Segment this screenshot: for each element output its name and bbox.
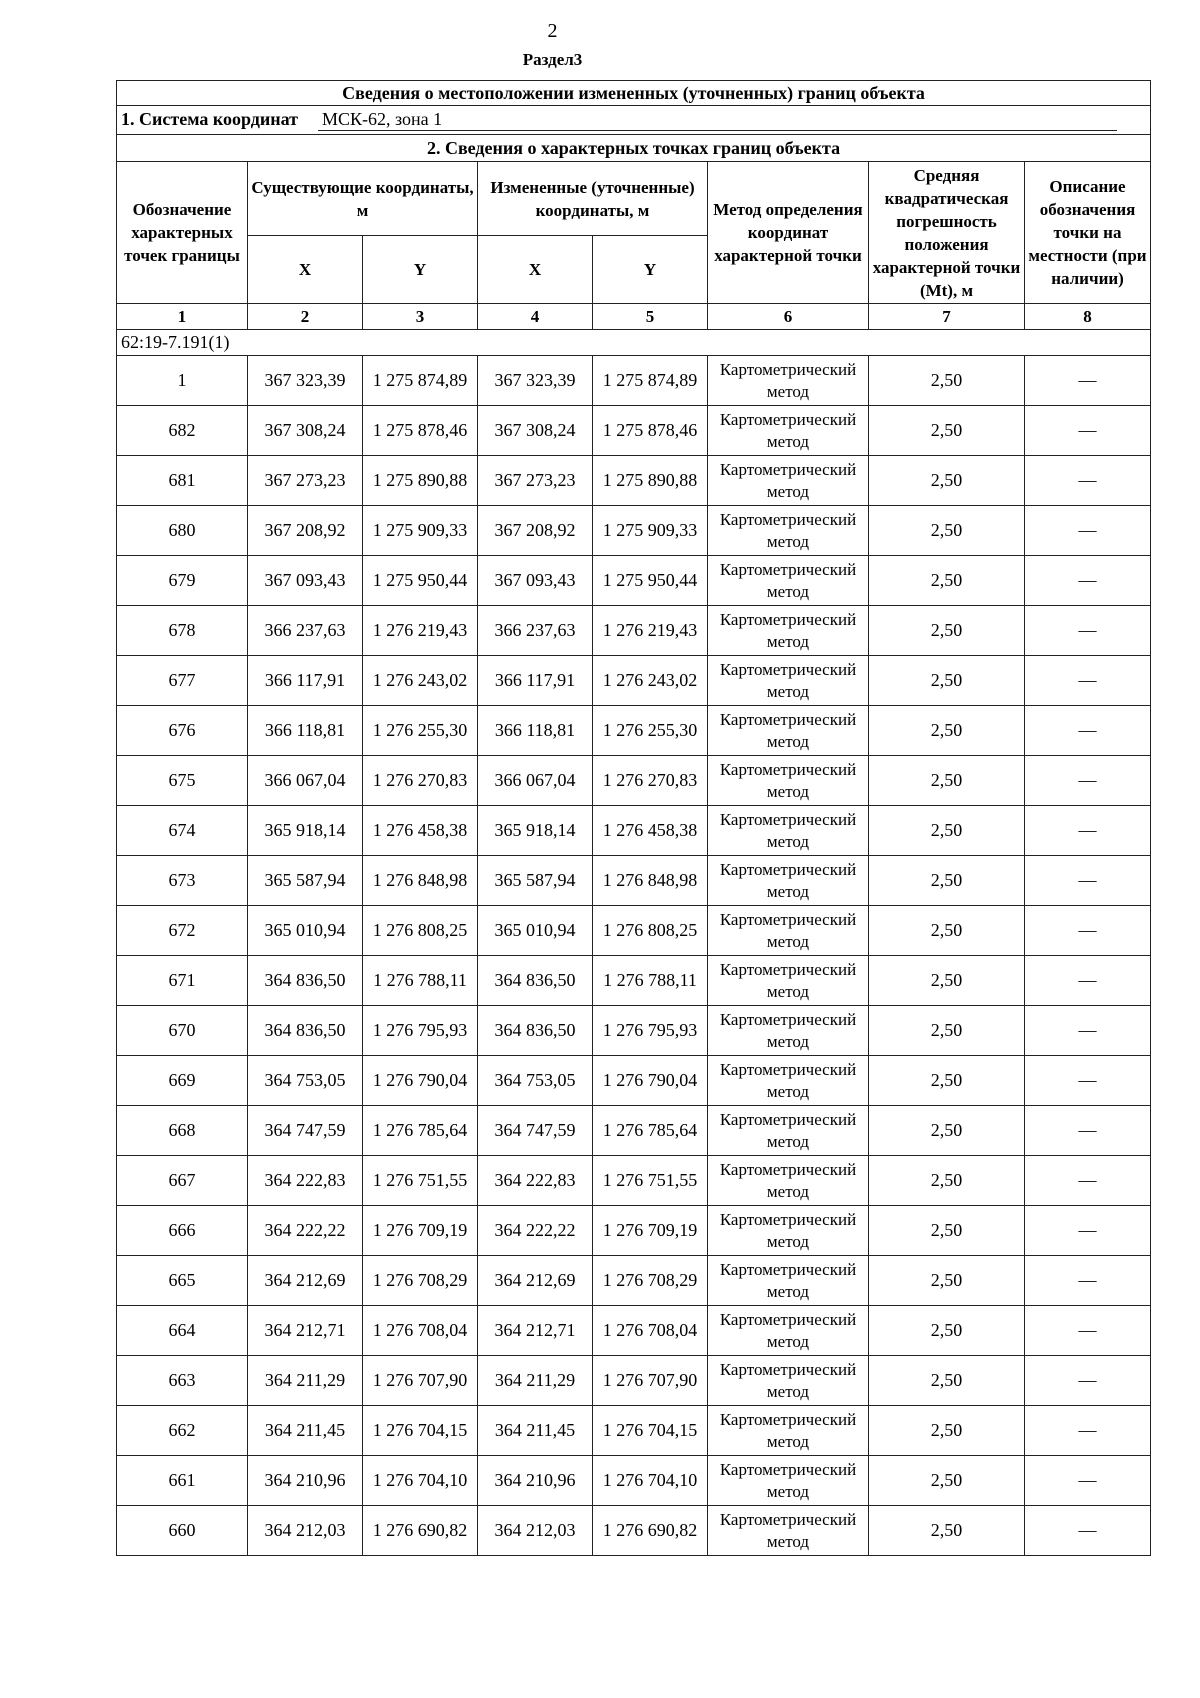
point-cell: 660 [117, 1506, 248, 1556]
existing-y-cell: 1 276 690,82 [363, 1506, 478, 1556]
point-cell: 663 [117, 1356, 248, 1406]
page-number: 2 [547, 20, 558, 42]
table-row [117, 906, 1151, 956]
description-cell: — [1025, 656, 1151, 706]
changed-x-cell: 366 237,63 [478, 606, 593, 656]
existing-y-cell: 1 275 878,46 [363, 406, 478, 456]
point-cell: 666 [117, 1206, 248, 1256]
error-cell: 2,50 [869, 856, 1025, 906]
description-cell: — [1025, 956, 1151, 1006]
method-cell: Картометрический метод [708, 1506, 869, 1556]
point-cell: 665 [117, 1256, 248, 1306]
changed-y-cell: 1 276 788,11 [593, 956, 708, 1006]
method-cell: Картометрический метод [708, 706, 869, 756]
header-changed-coords: Измененные (уточненные) координаты, м [478, 162, 708, 236]
boundary-table-wrapper [116, 80, 1150, 1556]
method-cell: Картометрический метод [708, 956, 869, 1006]
method-cell: Картометрический метод [708, 1306, 869, 1356]
description-cell: — [1025, 856, 1151, 906]
column-number: 5 [593, 304, 708, 330]
error-cell: 2,50 [869, 1156, 1025, 1206]
existing-x-cell: 364 212,69 [248, 1256, 363, 1306]
method-cell: Картометрический метод [708, 1056, 869, 1106]
error-cell: 2,50 [869, 1406, 1025, 1456]
changed-y-cell: 1 276 708,04 [593, 1306, 708, 1356]
changed-y-cell: 1 276 219,43 [593, 606, 708, 656]
method-cell: Картометрический метод [708, 1406, 869, 1456]
error-cell: 2,50 [869, 956, 1025, 1006]
existing-y-cell: 1 276 751,55 [363, 1156, 478, 1206]
existing-x-cell: 367 093,43 [248, 556, 363, 606]
table-row [117, 506, 1151, 556]
coord-system-value: МСК-62, зона 1 [318, 109, 1117, 131]
existing-x-cell: 364 211,45 [248, 1406, 363, 1456]
description-cell: — [1025, 356, 1151, 406]
changed-y-cell: 1 276 270,83 [593, 756, 708, 806]
changed-y-cell: 1 276 751,55 [593, 1156, 708, 1206]
error-cell: 2,50 [869, 906, 1025, 956]
error-cell: 2,50 [869, 756, 1025, 806]
table-row [117, 856, 1151, 906]
description-cell: — [1025, 906, 1151, 956]
existing-x-cell: 365 010,94 [248, 906, 363, 956]
changed-x-cell: 367 308,24 [478, 406, 593, 456]
existing-y-cell: 1 276 219,43 [363, 606, 478, 656]
changed-x-cell: 365 010,94 [478, 906, 593, 956]
method-cell: Картометрический метод [708, 656, 869, 706]
point-cell: 668 [117, 1106, 248, 1156]
existing-x-cell: 366 118,81 [248, 706, 363, 756]
existing-x-cell: 367 208,92 [248, 506, 363, 556]
changed-y-cell: 1 276 785,64 [593, 1106, 708, 1156]
error-cell: 2,50 [869, 1206, 1025, 1256]
point-cell: 672 [117, 906, 248, 956]
description-cell: — [1025, 806, 1151, 856]
method-cell: Картометрический метод [708, 806, 869, 856]
existing-x-cell: 364 210,96 [248, 1456, 363, 1506]
existing-y-cell: 1 276 808,25 [363, 906, 478, 956]
existing-y-cell: 1 276 243,02 [363, 656, 478, 706]
point-cell: 667 [117, 1156, 248, 1206]
description-cell: — [1025, 706, 1151, 756]
point-cell: 674 [117, 806, 248, 856]
changed-y-cell: 1 276 848,98 [593, 856, 708, 906]
changed-x-cell: 367 093,43 [478, 556, 593, 606]
existing-y-cell: 1 276 255,30 [363, 706, 478, 756]
description-cell: — [1025, 1156, 1151, 1206]
error-cell: 2,50 [869, 656, 1025, 706]
method-cell: Картометрический метод [708, 756, 869, 806]
existing-y-cell: 1 276 704,10 [363, 1456, 478, 1506]
column-number: 1 [117, 304, 248, 330]
changed-x-cell: 364 211,29 [478, 1356, 593, 1406]
point-cell: 662 [117, 1406, 248, 1456]
point-cell: 678 [117, 606, 248, 656]
existing-y-cell: 1 276 709,19 [363, 1206, 478, 1256]
method-cell: Картометрический метод [708, 1456, 869, 1506]
existing-x-cell: 364 836,50 [248, 1006, 363, 1056]
error-cell: 2,50 [869, 1106, 1025, 1156]
point-cell: 664 [117, 1306, 248, 1356]
existing-x-cell: 366 237,63 [248, 606, 363, 656]
method-cell: Картометрический метод [708, 1256, 869, 1306]
changed-x-cell: 364 222,83 [478, 1156, 593, 1206]
description-cell: — [1025, 1206, 1151, 1256]
description-cell: — [1025, 506, 1151, 556]
point-cell: 682 [117, 406, 248, 456]
existing-x-cell: 366 117,91 [248, 656, 363, 706]
table-title: Сведения о местоположении измененных (уточненных) границ объекта [117, 81, 1151, 106]
existing-y-cell: 1 276 707,90 [363, 1356, 478, 1406]
header-existing-y: Y [363, 236, 478, 304]
table-row [117, 1406, 1151, 1456]
existing-y-cell: 1 276 788,11 [363, 956, 478, 1006]
description-cell: — [1025, 1106, 1151, 1156]
existing-x-cell: 367 308,24 [248, 406, 363, 456]
table-row [117, 1006, 1151, 1056]
points-title: 2. Сведения о характерных точках границ объекта [117, 135, 1151, 162]
description-cell: — [1025, 456, 1151, 506]
description-cell: — [1025, 606, 1151, 656]
changed-y-cell: 1 276 790,04 [593, 1056, 708, 1106]
method-cell: Картометрический метод [708, 456, 869, 506]
method-cell: Картометрический метод [708, 1156, 869, 1206]
table-row [117, 956, 1151, 1006]
point-cell: 673 [117, 856, 248, 906]
existing-y-cell: 1 275 909,33 [363, 506, 478, 556]
table-row [117, 656, 1151, 706]
description-cell: — [1025, 1506, 1151, 1556]
changed-x-cell: 366 118,81 [478, 706, 593, 756]
changed-y-cell: 1 276 255,30 [593, 706, 708, 756]
table-row [117, 1356, 1151, 1406]
description-cell: — [1025, 1456, 1151, 1506]
method-cell: Картометрический метод [708, 856, 869, 906]
header-error: Средняя квадратическая погрешность положения характерной точки (Mt), м [869, 162, 1025, 304]
point-cell: 661 [117, 1456, 248, 1506]
existing-x-cell: 364 753,05 [248, 1056, 363, 1106]
header-existing-x: X [248, 236, 363, 304]
description-cell: — [1025, 1406, 1151, 1456]
error-cell: 2,50 [869, 406, 1025, 456]
table-row [117, 756, 1151, 806]
table-row [117, 1056, 1151, 1106]
changed-y-cell: 1 276 707,90 [593, 1356, 708, 1406]
existing-y-cell: 1 276 704,15 [363, 1406, 478, 1456]
point-cell: 671 [117, 956, 248, 1006]
error-cell: 2,50 [869, 606, 1025, 656]
column-number: 4 [478, 304, 593, 330]
existing-x-cell: 364 212,03 [248, 1506, 363, 1556]
error-cell: 2,50 [869, 806, 1025, 856]
existing-x-cell: 364 222,22 [248, 1206, 363, 1256]
existing-y-cell: 1 275 890,88 [363, 456, 478, 506]
existing-x-cell: 364 212,71 [248, 1306, 363, 1356]
changed-y-cell: 1 276 708,29 [593, 1256, 708, 1306]
changed-x-cell: 364 212,71 [478, 1306, 593, 1356]
changed-y-cell: 1 275 874,89 [593, 356, 708, 406]
table-row [117, 1256, 1151, 1306]
changed-x-cell: 366 067,04 [478, 756, 593, 806]
column-number: 6 [708, 304, 869, 330]
table-row [117, 1506, 1151, 1556]
changed-y-cell: 1 275 909,33 [593, 506, 708, 556]
point-cell: 675 [117, 756, 248, 806]
existing-y-cell: 1 276 708,04 [363, 1306, 478, 1356]
error-cell: 2,50 [869, 1006, 1025, 1056]
error-cell: 2,50 [869, 356, 1025, 406]
changed-x-cell: 364 222,22 [478, 1206, 593, 1256]
table-row [117, 1206, 1151, 1256]
existing-y-cell: 1 276 785,64 [363, 1106, 478, 1156]
method-cell: Картометрический метод [708, 1356, 869, 1406]
point-cell: 676 [117, 706, 248, 756]
point-cell: 669 [117, 1056, 248, 1106]
table-row [117, 406, 1151, 456]
section-title: Раздел3 [522, 50, 583, 69]
existing-y-cell: 1 276 790,04 [363, 1056, 478, 1106]
table-row [117, 806, 1151, 856]
method-cell: Картометрический метод [708, 1206, 869, 1256]
description-cell: — [1025, 1256, 1151, 1306]
existing-x-cell: 364 222,83 [248, 1156, 363, 1206]
point-cell: 679 [117, 556, 248, 606]
changed-x-cell: 364 212,69 [478, 1256, 593, 1306]
error-cell: 2,50 [869, 1056, 1025, 1106]
boundary-points-table [116, 80, 1151, 1556]
description-cell: — [1025, 1356, 1151, 1406]
existing-y-cell: 1 275 950,44 [363, 556, 478, 606]
description-cell: — [1025, 556, 1151, 606]
table-row [117, 556, 1151, 606]
point-cell: 670 [117, 1006, 248, 1056]
existing-x-cell: 364 747,59 [248, 1106, 363, 1156]
changed-x-cell: 364 747,59 [478, 1106, 593, 1156]
changed-y-cell: 1 275 950,44 [593, 556, 708, 606]
existing-x-cell: 367 273,23 [248, 456, 363, 506]
changed-y-cell: 1 276 243,02 [593, 656, 708, 706]
changed-x-cell: 364 211,45 [478, 1406, 593, 1456]
header-changed-y: Y [593, 236, 708, 304]
error-cell: 2,50 [869, 1506, 1025, 1556]
existing-x-cell: 364 211,29 [248, 1356, 363, 1406]
column-number: 3 [363, 304, 478, 330]
existing-x-cell: 365 587,94 [248, 856, 363, 906]
table-row [117, 456, 1151, 506]
existing-y-cell: 1 276 458,38 [363, 806, 478, 856]
table-row [117, 356, 1151, 406]
changed-x-cell: 364 753,05 [478, 1056, 593, 1106]
changed-x-cell: 365 587,94 [478, 856, 593, 906]
changed-y-cell: 1 276 690,82 [593, 1506, 708, 1556]
method-cell: Картометрический метод [708, 906, 869, 956]
method-cell: Картометрический метод [708, 356, 869, 406]
method-cell: Картометрический метод [708, 406, 869, 456]
table-row [117, 1106, 1151, 1156]
method-cell: Картометрический метод [708, 1006, 869, 1056]
changed-x-cell: 364 836,50 [478, 956, 593, 1006]
existing-y-cell: 1 276 270,83 [363, 756, 478, 806]
changed-x-cell: 364 836,50 [478, 1006, 593, 1056]
existing-x-cell: 367 323,39 [248, 356, 363, 406]
description-cell: — [1025, 406, 1151, 456]
object-id: 62:19-7.191(1) [117, 330, 1151, 356]
table-row [117, 1156, 1151, 1206]
changed-y-cell: 1 276 709,19 [593, 1206, 708, 1256]
changed-y-cell: 1 276 808,25 [593, 906, 708, 956]
changed-y-cell: 1 275 890,88 [593, 456, 708, 506]
description-cell: — [1025, 1306, 1151, 1356]
error-cell: 2,50 [869, 706, 1025, 756]
changed-y-cell: 1 276 795,93 [593, 1006, 708, 1056]
error-cell: 2,50 [869, 506, 1025, 556]
table-row [117, 1456, 1151, 1506]
existing-y-cell: 1 275 874,89 [363, 356, 478, 406]
coord-system-row [117, 106, 1151, 135]
error-cell: 2,50 [869, 1356, 1025, 1406]
point-cell: 681 [117, 456, 248, 506]
error-cell: 2,50 [869, 556, 1025, 606]
method-cell: Картометрический метод [708, 506, 869, 556]
changed-y-cell: 1 275 878,46 [593, 406, 708, 456]
column-number: 2 [248, 304, 363, 330]
error-cell: 2,50 [869, 456, 1025, 506]
changed-x-cell: 367 323,39 [478, 356, 593, 406]
existing-y-cell: 1 276 795,93 [363, 1006, 478, 1056]
changed-x-cell: 364 210,96 [478, 1456, 593, 1506]
existing-x-cell: 364 836,50 [248, 956, 363, 1006]
point-cell: 1 [117, 356, 248, 406]
changed-x-cell: 367 273,23 [478, 456, 593, 506]
changed-y-cell: 1 276 458,38 [593, 806, 708, 856]
table-row [117, 1306, 1151, 1356]
existing-y-cell: 1 276 708,29 [363, 1256, 478, 1306]
description-cell: — [1025, 756, 1151, 806]
error-cell: 2,50 [869, 1456, 1025, 1506]
changed-x-cell: 366 117,91 [478, 656, 593, 706]
column-number: 7 [869, 304, 1025, 330]
changed-x-cell: 364 212,03 [478, 1506, 593, 1556]
method-cell: Картометрический метод [708, 606, 869, 656]
existing-y-cell: 1 276 848,98 [363, 856, 478, 906]
header-method: Метод определения координат характерной точки [708, 162, 869, 304]
existing-x-cell: 365 918,14 [248, 806, 363, 856]
changed-x-cell: 367 208,92 [478, 506, 593, 556]
changed-x-cell: 365 918,14 [478, 806, 593, 856]
point-cell: 677 [117, 656, 248, 706]
error-cell: 2,50 [869, 1306, 1025, 1356]
table-row [117, 606, 1151, 656]
description-cell: — [1025, 1006, 1151, 1056]
existing-x-cell: 366 067,04 [248, 756, 363, 806]
error-cell: 2,50 [869, 1256, 1025, 1306]
header-changed-x: X [478, 236, 593, 304]
changed-y-cell: 1 276 704,15 [593, 1406, 708, 1456]
header-existing-coords: Существующие координаты, м [248, 162, 478, 236]
coord-system-label: 1. Система координат [121, 109, 298, 129]
description-cell: — [1025, 1056, 1151, 1106]
column-number: 8 [1025, 304, 1151, 330]
header-point-designation: Обозначение характерных точек границы [117, 162, 248, 304]
point-cell: 680 [117, 506, 248, 556]
method-cell: Картометрический метод [708, 1106, 869, 1156]
method-cell: Картометрический метод [708, 556, 869, 606]
header-description: Описание обозначения точки на местности (при наличии) [1025, 162, 1151, 304]
table-row [117, 706, 1151, 756]
changed-y-cell: 1 276 704,10 [593, 1456, 708, 1506]
